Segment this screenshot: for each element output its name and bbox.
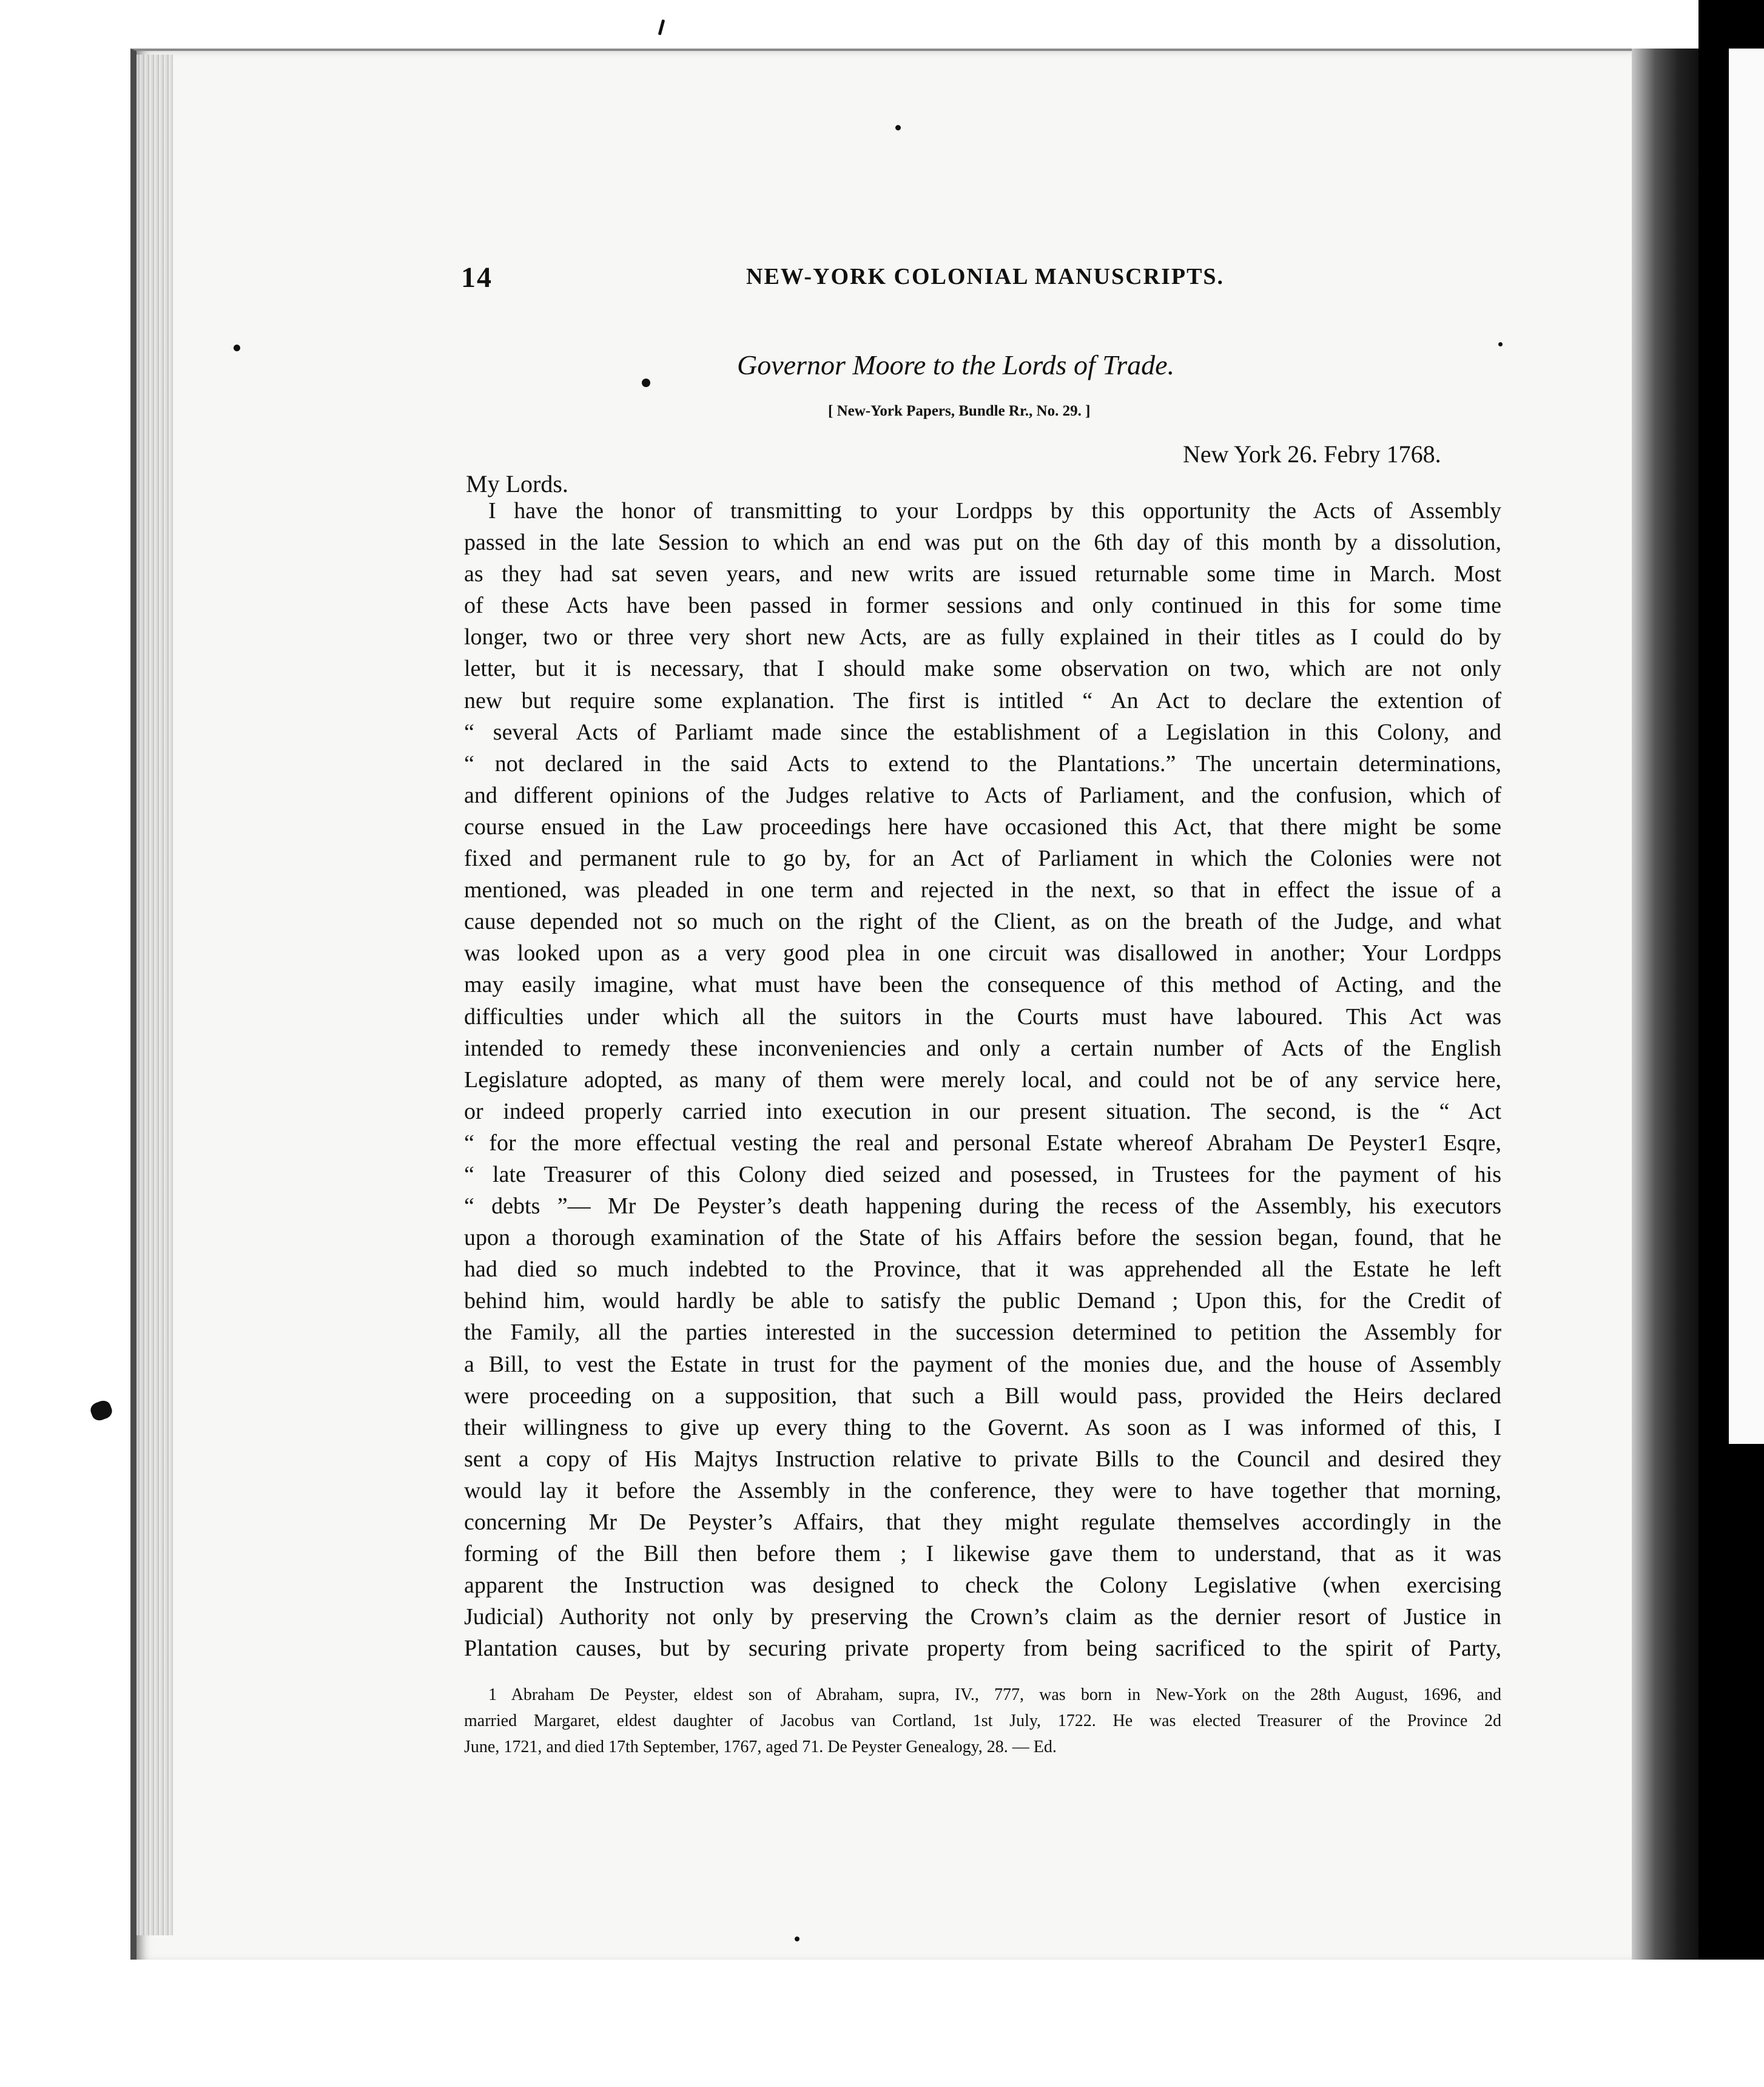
source-citation: [ New-York Papers, Bundle Rr., No. 29. ] [828,403,1091,419]
body-line: course ensued in the Law proceedings here have occasioned this Act, that there might be some [464,814,1501,840]
body-line: letter, but it is necessary, that I should make some observation on two, which are not only [464,656,1501,682]
scan-speck [1498,342,1503,346]
facing-page-sliver [1729,49,1764,1444]
body-line: Plantation causes, but by securing private property from being sacrificed to the spirit of Party, [464,1636,1501,1662]
scan-speck [895,125,901,130]
scan-margin-bottom [0,1960,1764,2087]
body-line: would lay it before the Assembly in the conference, they were to have together that morning, [464,1477,1501,1503]
body-line: behind him, would hardly be able to satisfy the public Demand ; Upon this, for the Credit of [464,1288,1501,1314]
page-number: 14 [461,261,493,294]
body-line: was looked upon as a very good plea in one circuit was disallowed in another; Your Lordpps [464,940,1501,966]
body-line: I have the honor of transmitting to your Lordpps by this opportunity the Acts of Assembly [488,498,1501,524]
scan-speck [795,1937,800,1941]
dateline: New York 26. Febry 1768. [1183,440,1441,468]
scan-speck [642,379,650,387]
footnote-line: June, 1721, and died 17th September, 1767, aged 71. De Peyster Genealogy, 28. — Ed. [464,1738,1057,1756]
scan-margin-left [0,0,130,2087]
body-line: the Family, all the parties interested in the succession determined to petition the Assembly for [464,1320,1501,1346]
body-line: “ not declared in the said Acts to extend to the Plantations.” The uncertain determinations, [464,750,1501,777]
body-line: “ debts ”— Mr De Peyster’s death happening during the recess of the Assembly, his executors [464,1193,1501,1219]
body-line: difficulties under which all the suitors in the Courts must have laboured. This Act was [464,1003,1501,1030]
body-line: forming of the Bill then before them ; I likewise gave them to understand, that as it was [464,1541,1501,1567]
scan-speck [234,345,240,351]
body-line: Legislature adopted, as many of them were merely local, and could not be of any service here, [464,1067,1501,1093]
footnote [464,1682,1501,1760]
letter-body [464,495,1501,1664]
body-line: their willingness to give up every thing to the Governt. As soon as I was informed of this, I [464,1414,1501,1440]
body-line: may easily imagine, what must have been the consequence of this method of Acting, and the [464,972,1501,998]
page-edges [136,55,173,1935]
body-line: had died so much indebted to the Province, that it was apprehended all the Estate he left [464,1256,1501,1283]
body-line: concerning Mr De Peyster’s Affairs, that they might regulate themselves accordingly in the [464,1509,1501,1535]
footnote-line: married Margaret, eldest daughter of Jacobus van Cortland, 1st July, 1722. He was elected Treasurer of the Province 2d [464,1711,1501,1730]
body-line: new but require some explanation. The first is intitled “ An Act to declare the extention of [464,687,1501,713]
body-line: cause depended not so much on the right of the Client, as on the breath of the Judge, and what [464,909,1501,935]
body-line: mentioned, was pleaded in one term and rejected in the next, so that in effect the issue of a [464,877,1501,903]
running-head [461,261,1553,303]
body-line: upon a thorough examination of the State of his Affairs before the session began, found, that he [464,1225,1501,1251]
body-line: sent a copy of His Majtys Instruction relative to private Bills to the Council and desired they [464,1446,1501,1472]
body-line: of these Acts have been passed in former sessions and only continued in this for some time [464,593,1501,619]
salutation: My Lords. [466,470,568,497]
body-line: passed in the late Session to which an end was put on the 6th day of this month by a dissolution, [464,530,1501,556]
body-line: a Bill, to vest the Estate in trust for the payment of the monies due, and the house of Assembly [464,1351,1501,1377]
letter-title: Governor Moore to the Lords of Trade. [737,349,1175,380]
body-line: were proceeding on a supposition, that such a Bill would pass, provided the Heirs declared [464,1383,1501,1409]
body-line: or indeed properly carried into execution in our present situation. The second, is the “ Act [464,1098,1501,1124]
running-title: NEW-YORK COLONIAL MANUSCRIPTS. [746,264,1225,289]
body-line: “ late Treasurer of this Colony died seized and posessed, in Trustees for the payment of his [464,1161,1501,1187]
body-line: and different opinions of the Judges relative to Acts of Parliament, and the confusion, which of [464,782,1501,808]
footnote-line: 1 Abraham De Peyster, eldest son of Abraham, supra, IV., 777, was born in New-York on the 28th August, 1696, and [488,1685,1501,1704]
body-line: “ several Acts of Parliamt made since the establishment of a Legislation in this Colony, and [464,719,1501,745]
body-line: intended to remedy these inconveniencies and only a certain number of Acts of the English [464,1035,1501,1061]
body-line: “ for the more effectual vesting the real and personal Estate whereof Abraham De Peyster1 Esqre, [464,1130,1501,1156]
body-line: as they had sat seven years, and new writs are issued returnable some time in March. Most [464,561,1501,587]
body-line: fixed and permanent rule to go by, for an Act of Parliament in which the Colonies were not [464,846,1501,872]
body-line: longer, two or three very short new Acts, are as fully explained in their titles as I could do by [464,624,1501,650]
book-gutter-shadow [1632,49,1698,1960]
body-line: apparent the Instruction was designed to check the Colony Legislative (when exercising [464,1573,1501,1599]
body-line: Judicial) Authority not only by preserving the Crown’s claim as the dernier resort of Justice in [464,1604,1501,1630]
